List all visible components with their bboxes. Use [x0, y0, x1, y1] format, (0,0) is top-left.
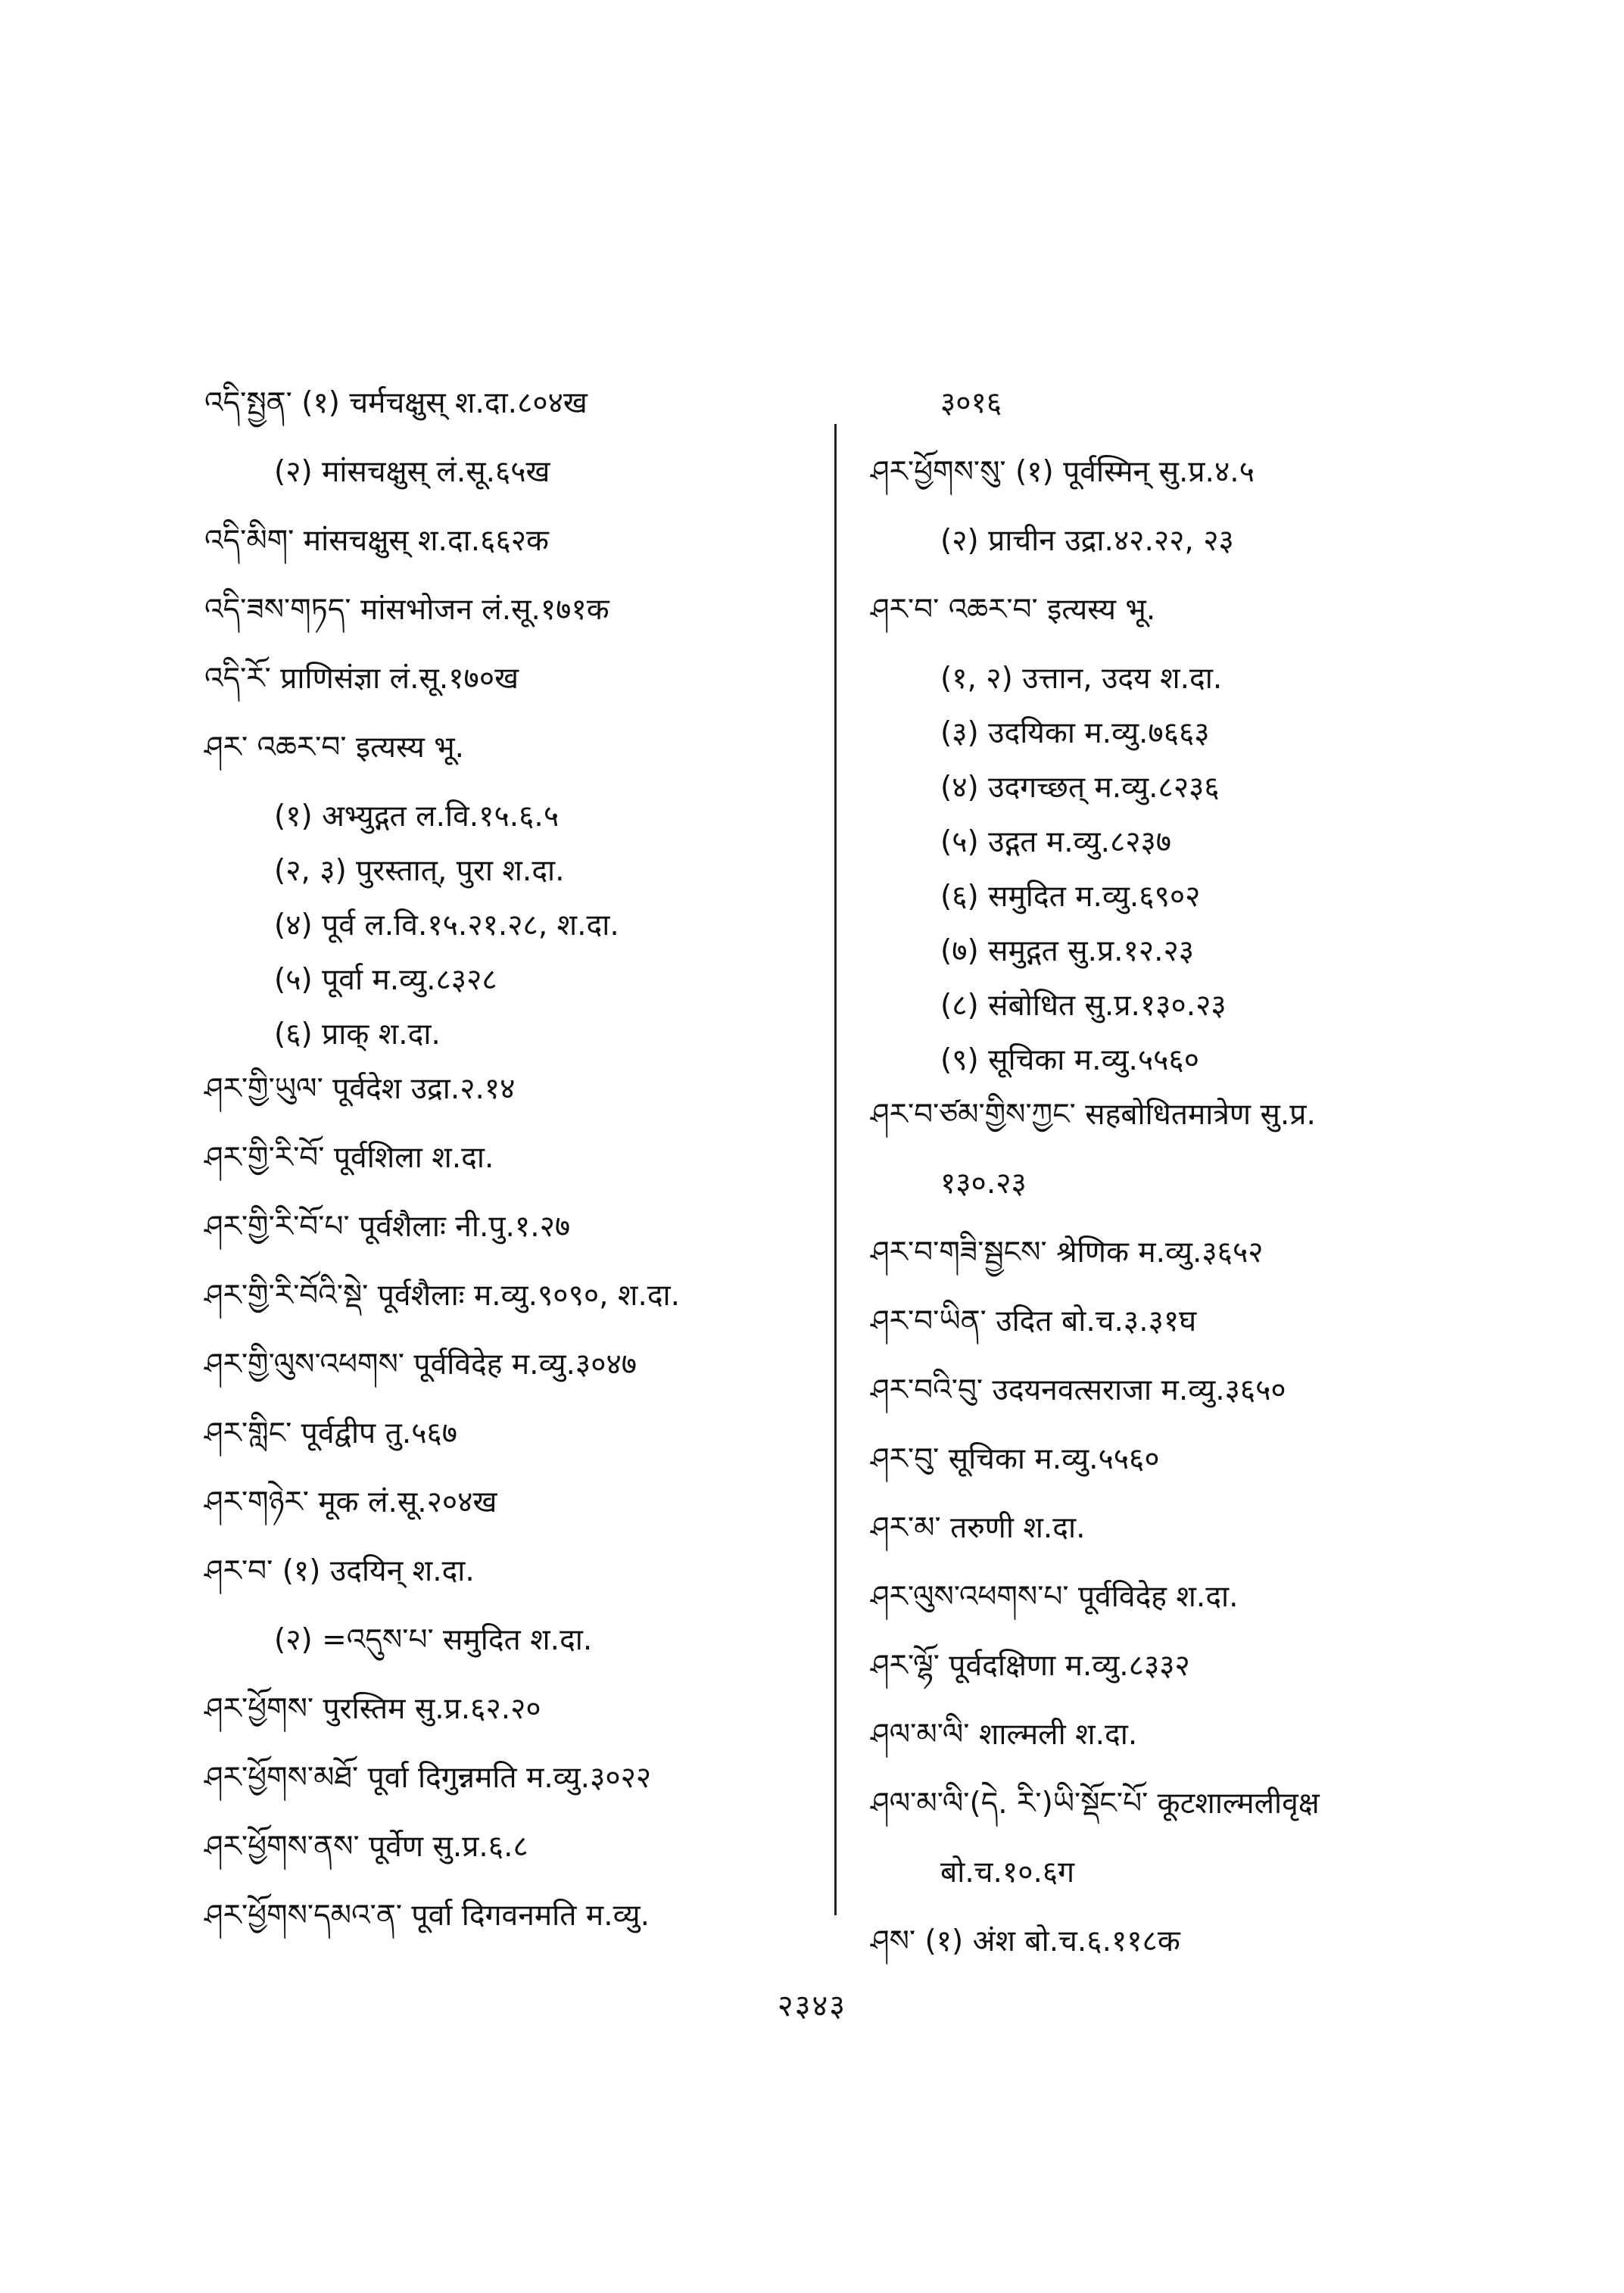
dictionary-entry: ཤར་བའི་བུ་ उदयनवत्सराजा म.व्यु.३६५०: [871, 1373, 1286, 1407]
dictionary-entry: ཤར་བ་ (१) उदयिन् श.दा.: [204, 1554, 475, 1588]
dictionary-entry: ཤར་ལུས་འཕགས་པ་ पूर्वविदेह श.दा.: [871, 1580, 1239, 1614]
dictionary-entry: ཤར་ཕྱོགས་སུ་ (१) पूर्वस्मिन् सु.प्र.४.५: [871, 455, 1255, 489]
dictionary-entry: འདི་ཟས་གཏད་ मांसभोजन लं.सू.१७१क: [204, 593, 609, 627]
dictionary-entry: ཤར་གྱི་ལུས་འཕགས་ पूर्वविदेह म.व्यु.३०४७: [204, 1347, 637, 1382]
dictionary-entry: ཤར་གྱི་རི་བོའི་སྡེ་ पूर्वशैलाः म.व्यु.९०९०, श.दा.: [204, 1279, 681, 1313]
dictionary-entry: ཤལ་མ་ལི་ शाल्मली श.दा.: [871, 1718, 1138, 1752]
dictionary-entry: (६) समुदित म.व्यु.६९०२: [940, 880, 1201, 914]
dictionary-entry: ཤར་ཕྱོགས་ पुरस्तिम सु.प्र.६२.२०: [204, 1692, 541, 1726]
dictionary-entry: १३०.२३: [940, 1167, 1027, 1201]
dictionary-entry: बो.च.१०.६ग: [940, 1855, 1075, 1890]
dictionary-entry: ३०१६: [940, 386, 1002, 420]
dictionary-entry: (८) संबोधित सु.प्र.१३०.२३: [940, 989, 1227, 1023]
dictionary-entry: (२) =འདུས་པ་ समुदित श.दा.: [274, 1623, 593, 1657]
dictionary-entry: (२) मांसचक्षुस् लं.सू.६५ख: [274, 455, 550, 489]
dictionary-entry: ཤར་བ་ཙམ་གྱིས་ཀྱང་ सहबोधितमात्रेण सु.प्र.: [871, 1098, 1316, 1132]
dictionary-entry: ཤས་ (१) अंश बो.च.६.११८क: [871, 1924, 1180, 1958]
dictionary-entry: ཤར་བུ་ सूचिका म.व्यु.५५६०: [871, 1442, 1160, 1476]
dictionary-entry: ཤར་ཕྱོགས་མཐོ་ पूर्वा दिगुन्नमति म.व्यु.३०२२: [204, 1761, 652, 1795]
dictionary-entry: ཤར་གྱི་རི་བོ་ पूर्वशिला श.दा.: [204, 1141, 494, 1175]
dictionary-entry: ཤར་གྱི་རི་བོ་པ་ पूर्वशैलाः नी.पु.१.२७: [204, 1210, 571, 1244]
dictionary-entry: འདི་སྤྱན་ (१) चर्मचक्षुस् श.दा.८०४ख: [204, 386, 588, 420]
dictionary-entry: ཤར་ འཆར་བ་ इत्यस्य भू.: [204, 731, 465, 765]
dictionary-entry: (१, २) उत्तान, उदय श.दा.: [940, 662, 1223, 696]
dictionary-entry: འདི་མིག་ मांसचक्षुस् श.दा.६६२क: [204, 524, 549, 558]
dictionary-entry: ཤར་བ་ འཆར་བ་ इत्यस्य भू.: [871, 593, 1156, 627]
dictionary-entry: ཤར་མ་ तरुणी श.दा.: [871, 1511, 1086, 1545]
dictionary-entry: (२) प्राचीन उद्रा.४२.२२, २३: [940, 524, 1234, 558]
dictionary-entry: ཤལ་མ་ལི་(དེ. རི་)ཡི་སྡོང་པོ་ कूटशाल्मलीवृक्ष: [871, 1787, 1320, 1821]
dictionary-entry: ཤར་ཕྱོགས་དམའ་ན་ पूर्वा दिगवनमति म.व्यु.: [204, 1899, 650, 1933]
dictionary-entry: (५) उद्गत म.व्यु.८२३७: [940, 825, 1172, 859]
dictionary-entry: ཤར་ལྷོ་ पूर्वदक्षिणा म.व्यु.८३३२: [871, 1649, 1190, 1683]
dictionary-entry: (४) पूर्व ल.वि.१५.२१.२८, श.दा.: [274, 908, 619, 942]
page-number: २३४३: [777, 1989, 847, 2024]
right-column: [871, 386, 1461, 1993]
dictionary-entry: ཤར་གྱི་ཡུལ་ पूर्वदेश उद्रा.२.१४: [204, 1072, 516, 1106]
dictionary-entry: (६) प्राक् श.दा.: [274, 1017, 441, 1051]
dictionary-entry: (३) उदयिका म.व्यु.७६६३: [940, 716, 1210, 750]
dictionary-entry: ཤར་གཉེར་ मूक लं.सू.२०४ख: [204, 1485, 497, 1519]
dictionary-entry: ཤར་ཕྱོགས་ནས་ पूर्वेण सु.प्र.६.८: [204, 1830, 528, 1864]
dictionary-entry: འདི་རོ་ प्राणिसंज्ञा लं.सू.१७०ख: [204, 662, 519, 696]
dictionary-entry: ཤར་གླིང་ पूर्वद्वीप तु.५६७: [204, 1416, 458, 1450]
dictionary-entry: (७) समुद्गत सु.प्र.१२.२३: [940, 934, 1195, 968]
dictionary-entry: (५) पूर्वा म.व्यु.८३२८: [274, 963, 497, 997]
dictionary-entry: ཤར་བ་གཟི་སྦྱངས་ श्रेणिक म.व्यु.३६५२: [871, 1235, 1264, 1270]
dictionary-entry: (४) उदगच्छत् म.व्यु.८२३६: [940, 771, 1220, 805]
left-column: [204, 386, 833, 1967]
dictionary-entry: (१) अभ्युद्गत ल.वि.१५.६.५: [274, 799, 560, 833]
column-divider: [834, 424, 837, 1915]
dictionary-entry: (२, ३) पुरस्तात्, पुरा श.दा.: [274, 854, 565, 888]
dictionary-entry: ཤར་བ་ཡིན་ उदित बो.च.३.३१घ: [871, 1304, 1197, 1338]
dictionary-entry: (९) सूचिका म.व्यु.५५६०: [940, 1043, 1199, 1077]
